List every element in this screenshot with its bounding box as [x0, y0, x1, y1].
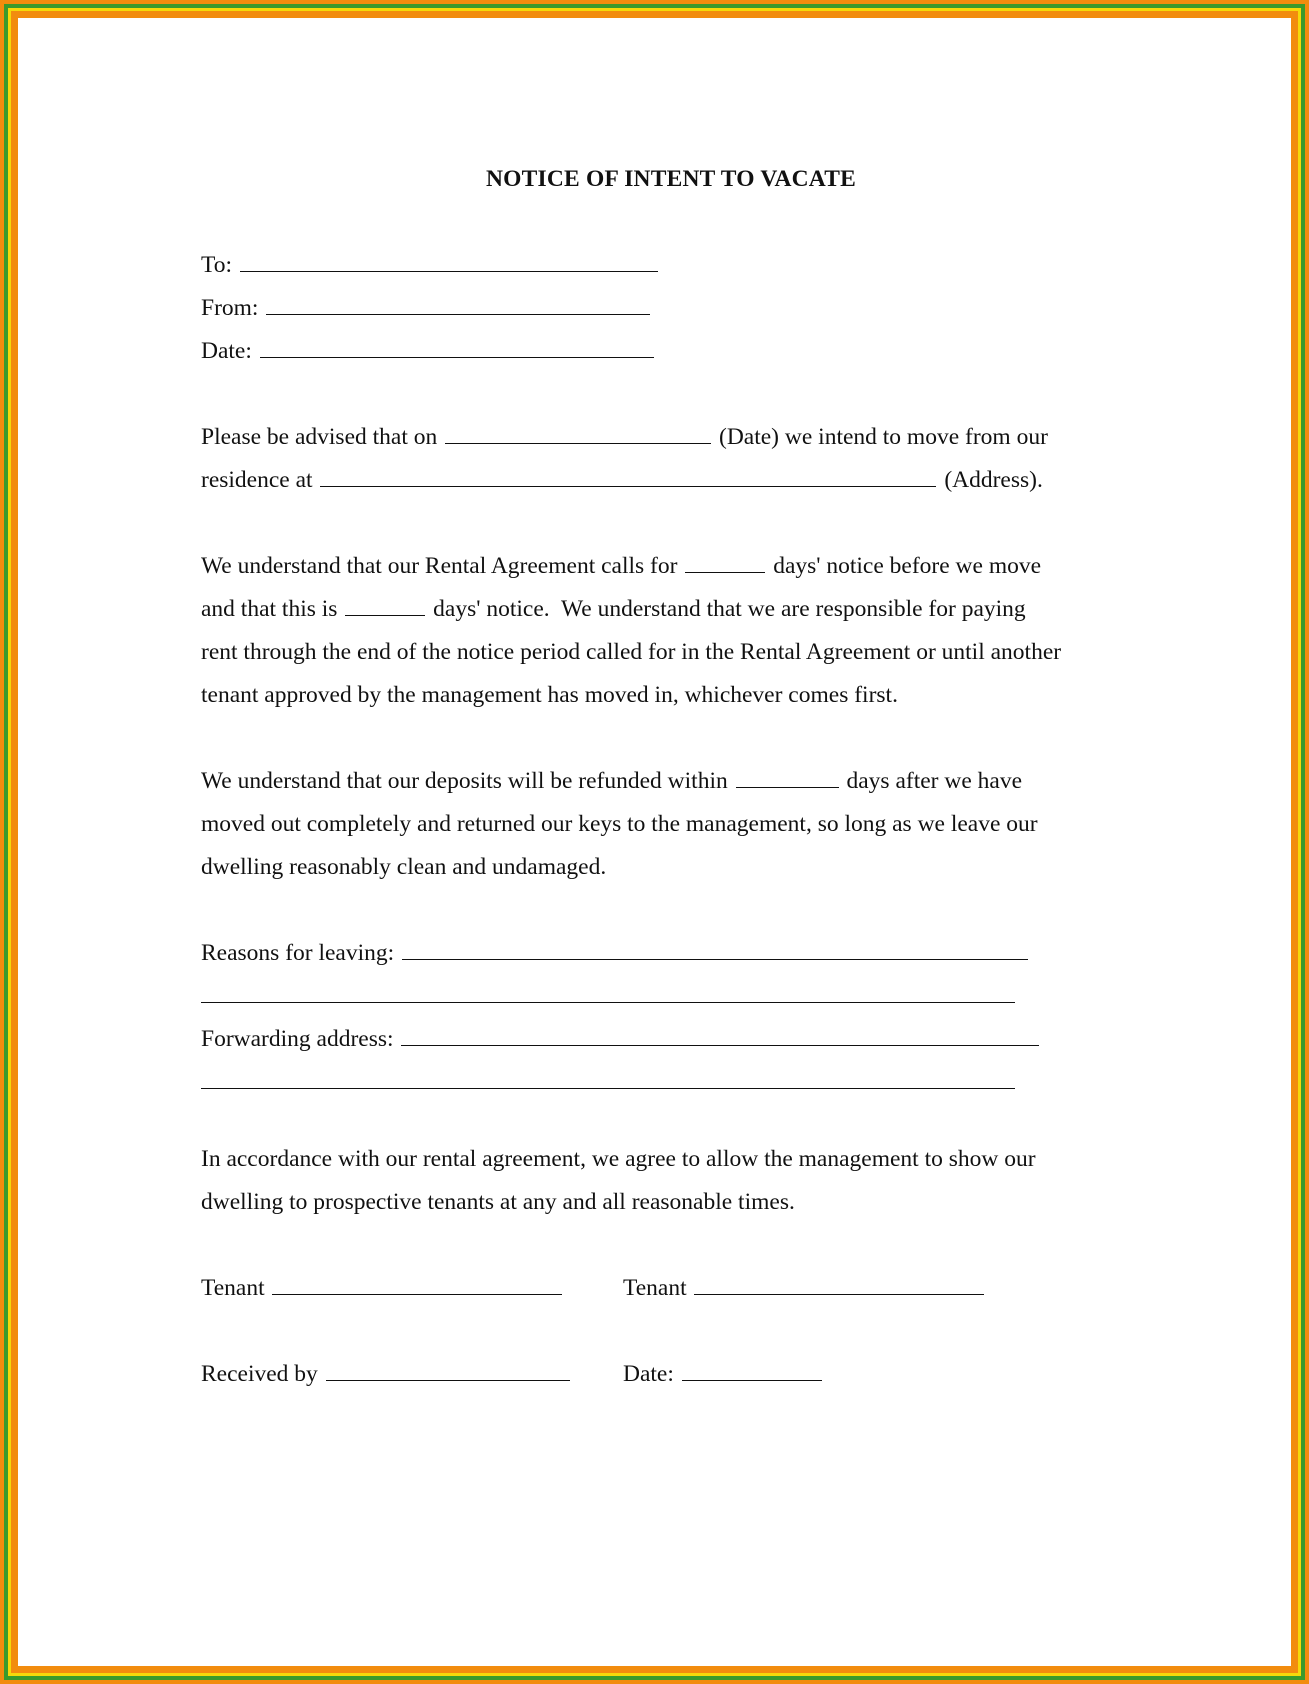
address-blank[interactable]	[320, 459, 936, 487]
received-date-blank[interactable]	[682, 1353, 822, 1381]
reasons-line2	[201, 975, 1141, 1018]
move-date-blank[interactable]	[445, 416, 711, 444]
date-label: Date:	[201, 338, 252, 364]
forwarding-label: Forwarding address:	[201, 1026, 394, 1052]
p1-text-c: residence at	[201, 467, 313, 493]
paragraph3-line1	[201, 760, 1141, 803]
tenant2-field	[623, 1267, 986, 1310]
spacer	[201, 1104, 1141, 1138]
document-content	[201, 166, 1141, 1396]
received-date-label: Date:	[623, 1361, 674, 1387]
to-blank[interactable]	[240, 244, 658, 272]
tenant1-label: Tenant	[201, 1275, 265, 1301]
document-title: NOTICE OF INTENT TO VACATE	[485, 166, 856, 192]
paragraph4-line2: dwelling to prospective tenants at any and all reasonable times.	[201, 1189, 795, 1215]
spacer	[201, 502, 1141, 545]
forwarding-line2	[201, 1061, 1141, 1104]
forwarding-line1	[201, 1018, 1141, 1061]
notice-days-given-blank[interactable]	[345, 588, 425, 616]
paragraph1-line2	[201, 459, 1141, 502]
document-page	[18, 18, 1291, 1666]
p3-text-a: We understand that our deposits will be refunded within	[201, 768, 728, 794]
spacer	[201, 373, 1141, 416]
paragraph3-line3: dwelling reasonably clean and undamaged.	[201, 854, 607, 880]
p2-text-a: We understand that our Rental Agreement calls for	[201, 553, 678, 579]
paragraph3-line2: moved out completely and returned our keys to the management, so long as we leave our	[201, 811, 1038, 837]
reasons-blank-2[interactable]	[201, 975, 1015, 1003]
reasons-line1	[201, 932, 1141, 975]
p1-text-a: Please be advised that on	[201, 424, 438, 450]
spacer	[201, 889, 1141, 932]
received-label: Received by	[201, 1361, 318, 1387]
p1-text-d: (Address).	[944, 467, 1043, 493]
date-field	[201, 330, 1141, 373]
tenant1-signature-blank[interactable]	[272, 1267, 562, 1295]
reasons-label: Reasons for leaving:	[201, 940, 395, 966]
p2-text-b: days' notice before we move	[773, 553, 1042, 579]
p2-text-c: and that this is	[201, 596, 338, 622]
refund-days-blank[interactable]	[736, 760, 839, 788]
to-label: To:	[201, 252, 232, 278]
date-blank[interactable]	[260, 330, 654, 358]
spacer	[201, 717, 1141, 760]
paragraph2-line1	[201, 545, 1141, 588]
p1-text-b: (Date) we intend to move from our	[719, 424, 1048, 450]
received-row	[201, 1353, 1141, 1396]
forwarding-blank-2[interactable]	[201, 1061, 1015, 1089]
spacer	[201, 1310, 1141, 1353]
from-label: From:	[201, 295, 259, 321]
tenant2-label: Tenant	[623, 1275, 687, 1301]
to-field	[201, 244, 1141, 287]
from-field	[201, 287, 1141, 330]
forwarding-blank-1[interactable]	[401, 1018, 1039, 1046]
received-date-field	[623, 1353, 824, 1396]
tenant2-signature-blank[interactable]	[694, 1267, 984, 1295]
paragraph1-line1	[201, 416, 1141, 459]
spacer	[201, 1224, 1141, 1267]
notice-days-required-blank[interactable]	[685, 545, 765, 573]
from-blank[interactable]	[266, 287, 650, 315]
tenant-signature-row	[201, 1267, 1141, 1310]
received-by-blank[interactable]	[326, 1353, 570, 1381]
paragraph2-line4: tenant approved by the management has moved in, whichever comes first.	[201, 682, 898, 708]
paragraph2-line3: rent through the end of the notice period called for in the Rental Agreement or until another	[201, 639, 1062, 665]
paragraph4-line1: In accordance with our rental agreement, we agree to allow the management to show our	[201, 1146, 1036, 1172]
paragraph2-line2	[201, 588, 1141, 631]
p3-text-b: days after we have	[846, 768, 1023, 794]
p2-text-d: days' notice. We understand that we are responsible for paying	[433, 596, 1026, 622]
reasons-blank-1[interactable]	[402, 932, 1028, 960]
